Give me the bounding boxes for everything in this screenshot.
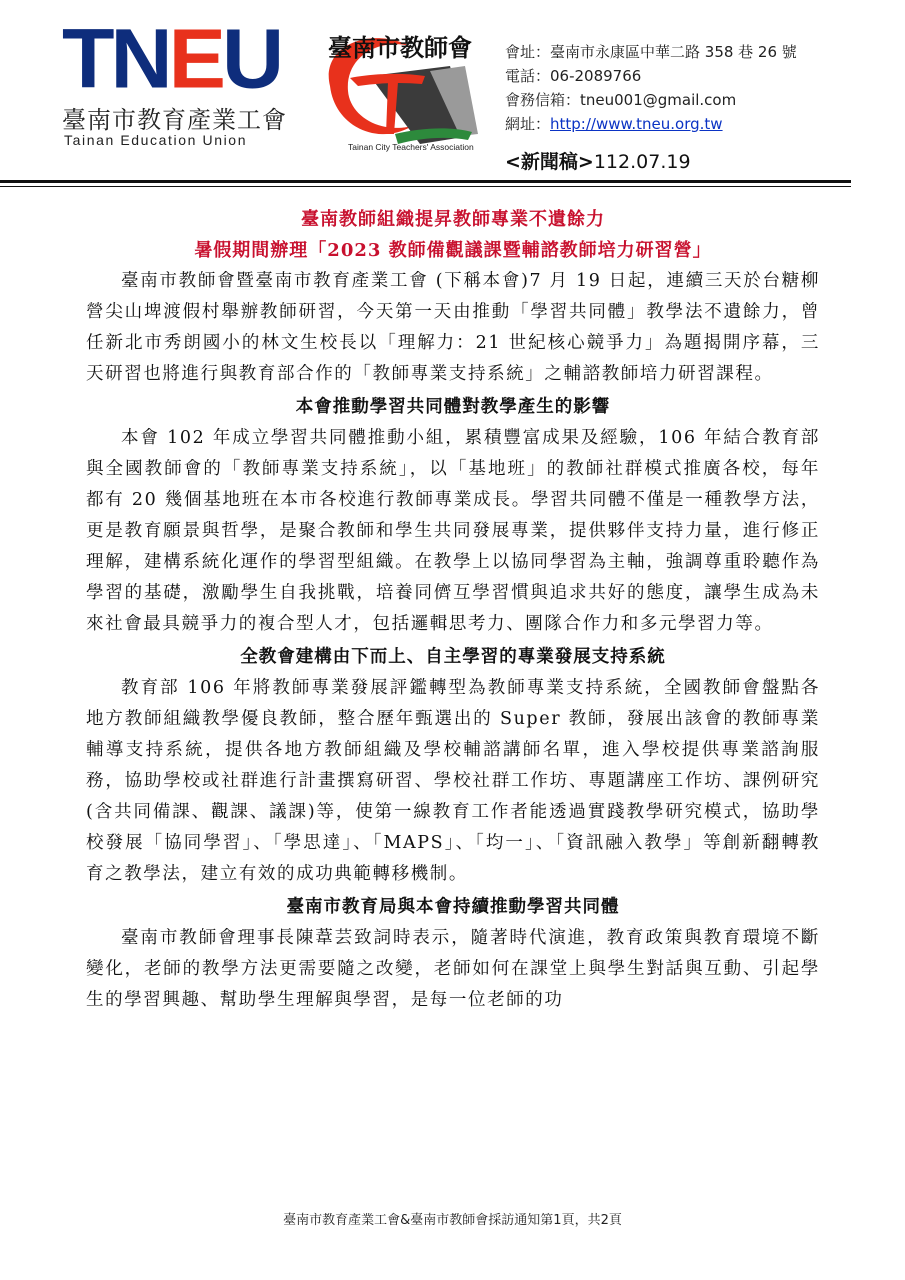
website-label: 網址： [505, 115, 551, 133]
contact-website [505, 112, 797, 136]
contact-phone: 電話：06-2089766 [505, 67, 642, 85]
teachers-association-english-name: Tainan City Teachers' Association [348, 142, 474, 152]
tneu-logo [62, 11, 292, 148]
article-title-line2: 暑假期間辦理「2023 教師備觀議課暨輔諮教師培力研習營」 [194, 240, 712, 261]
teachers-association-logo [300, 16, 500, 166]
section-heading-1: 本會推動學習共同體對教學產生的影響 [295, 397, 611, 417]
article-title-line1: 臺南教師組織提昇教師專業不遺餘力 [301, 209, 605, 230]
tneu-logo-wordmark: TNEU [62, 11, 281, 107]
section-heading-3: 臺南市教育局與本會持續推動學習共同體 [286, 897, 620, 917]
press-release-tag: <新聞稿> [505, 151, 594, 173]
contact-email: 會務信箱：tneu001@gmail.com [505, 91, 737, 109]
page-footer: 臺南市教育產業工會&臺南市教師會採訪通知第1頁，共2頁 [283, 1213, 622, 1228]
section-paragraph-1: 本會 102 年成立學習共同體推動小組，累積豐富成果及經驗，106 年結合教育部與全國教師會的「教師專業支持系統」，以「基地班」的教師社群模式推廣各校，每年都有 20 幾個基地班在本市各校進行教師專業成長。學習共同體不僅是一種教學方法，更是教育願景與哲學，是聚合教師和學生共同發展專業，提供夥伴支持力量，進行修正理解，建構系統化運作的學習型組織。在教學上以協同學習為主軸，強調尊重聆聽作為學習的基礎，激勵學生自我挑戰，培養同儕互學習慣與追求共好的態度，讓學生成為未來社會最具競爭力的複合型人才，包括邏輯思考力、團隊合作力和多元學習力等。 [86, 428, 820, 634]
press-release-label [505, 147, 691, 174]
contact-address: 會址：臺南市永康區中華二路 358 巷 26 號 [505, 43, 797, 61]
tneu-logo-english-name: Tainan Education Union [64, 132, 248, 148]
website-link[interactable]: http://www.tneu.org.tw [550, 115, 723, 133]
header-divider-thin [0, 186, 851, 187]
header-divider-thick [0, 180, 851, 183]
section-heading-2: 全教會建構由下而上、自主學習的專業發展支持系統 [240, 647, 666, 667]
section-paragraph-2: 教育部 106 年將教師專業發展評鑑轉型為教師專業支持系統，全國教師會盤點各地方教師組織教學優良教師，整合歷年甄選出的 Super 教師，發展出該會的教師專業輔導支持系統，提供各地方教師組織及學校輔諮講師名單，進入學校提供專業諮詢服務，協助學校或社群進行計畫撰寫研習、學校社群工作坊、專題講座工作坊、課例研究(含共同備課、觀課、議課)等，使第一線教育工作者能透過實踐教學研究模式，協助學校發展「協同學習」、「學思達」、「MAPS」、「均一」、「資訊融入教學」等創新翻轉教育之教學法，建立有效的成功典範轉移機制。 [86, 678, 820, 884]
article-body [86, 204, 820, 1016]
contact-info [505, 40, 797, 136]
section-paragraph-3: 臺南市教師會理事長陳葦芸致詞時表示，隨著時代演進，教育政策與教育環境不斷變化，老師的教學方法更需要隨之改變，老師如何在課堂上與學生對話與互動、引起學生的學習興趣、幫助學生理解與學習，是每一位老師的功 [86, 928, 820, 1010]
svg-text:臺南市教師會: 臺南市教師會 [328, 33, 472, 62]
press-release-date: 112.07.19 [593, 151, 691, 173]
intro-paragraph: 臺南市教師會暨臺南市教育產業工會 (下稱本會)7 月 19 日起，連續三天於台糖柳營尖山埤渡假村舉辦教師研習，今天第一天由推動「學習共同體」教學法不遺餘力，曾任新北市秀朗國小的林文生校長以「理解力：21 世紀核心競爭力」為題揭開序幕，三天研習也將進行與教育部合作的「教師專業支持系統」之輔諮教師培力研習課程。 [86, 271, 820, 384]
letterhead [0, 0, 905, 190]
tneu-logo-chinese-name: 臺南市教育產業工會 [62, 106, 287, 134]
